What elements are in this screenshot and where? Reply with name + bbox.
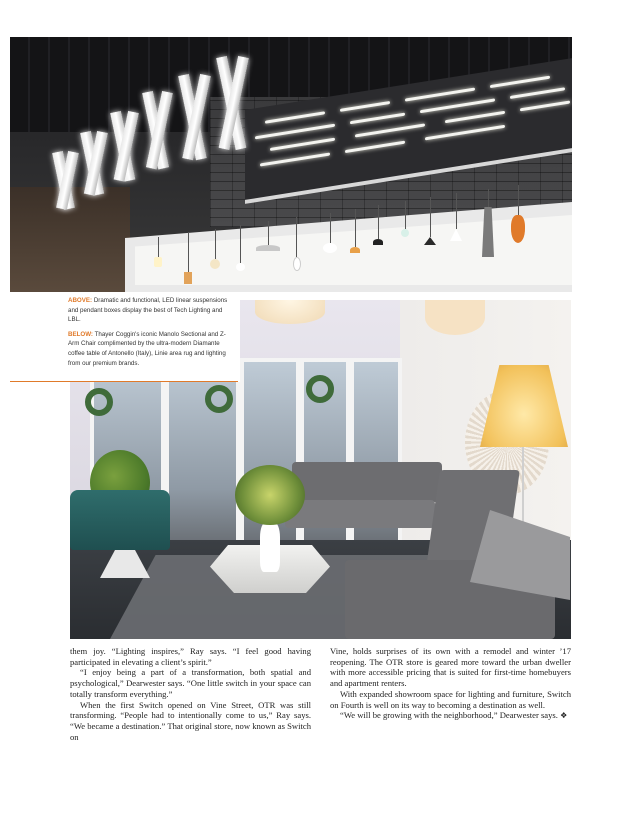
paragraph-final — [330, 710, 571, 722]
wall-sconce — [425, 300, 485, 335]
caption-below — [68, 330, 236, 368]
article-column-1 — [70, 646, 311, 742]
final-sentence: “We will be growing with the neighborhood,” Dearwester says. — [340, 710, 558, 721]
end-mark-icon: ❖ — [560, 711, 568, 721]
paragraph: When the first Switch opened on Vine Street, OTR was still transforming. “People had to intentionally come to us,” Ray says. “We became a destination.” That original store, now known as Switch on — [70, 699, 311, 742]
article-column-2 — [330, 646, 571, 722]
teal-z-arm-chair — [70, 490, 170, 550]
window — [165, 358, 240, 548]
vase — [260, 522, 280, 572]
caption-above-text: Dramatic and functional, LED linear suspensions and pendant boxes display the best of Tech Lighting and LBL. — [68, 297, 228, 324]
caption-below-label: BELOW: — [68, 330, 93, 338]
caption-above-label: ABOVE: — [68, 297, 93, 304]
wreath — [85, 388, 113, 416]
flower-arrangement — [235, 465, 305, 525]
wreath — [205, 385, 233, 413]
wreath — [306, 375, 334, 403]
paragraph: them joy. “Lighting inspires,” Ray says. “I feel good having participated in elevating a client’s spirit.” — [70, 646, 311, 667]
paragraph: With expanded showroom space for lighting and furniture, Switch on Fourth is well on its way to becoming a destination as well. — [330, 688, 571, 710]
photo-caption — [68, 296, 236, 373]
ceiling-drum-light — [255, 300, 325, 324]
paragraph: Vine, holds surprises of its own with a remodel and winter ’17 reopening. The OTR store is geared more toward the urban dweller with more accessible pricing that is suited for first-time homebuyers and apartment renters. — [330, 646, 571, 689]
sectional-back — [292, 462, 442, 502]
caption-rule — [10, 381, 238, 382]
caption-above — [68, 296, 236, 325]
photo-led-showroom — [10, 37, 572, 292]
caption-below-text: Thayer Coggin's iconic Manolo Sectional and Z-Arm Chair complimented by the ultra-modern Diamante coffee table of Antonello (Italy), Linie area rug and lighting from our premium brands. — [68, 330, 226, 367]
paragraph: “I enjoy being a part of a transformation, both spatial and psychological,” Dearwester says. “One little switch in your space can totally transform everything.” — [70, 667, 311, 699]
sectional-seat — [285, 500, 435, 528]
